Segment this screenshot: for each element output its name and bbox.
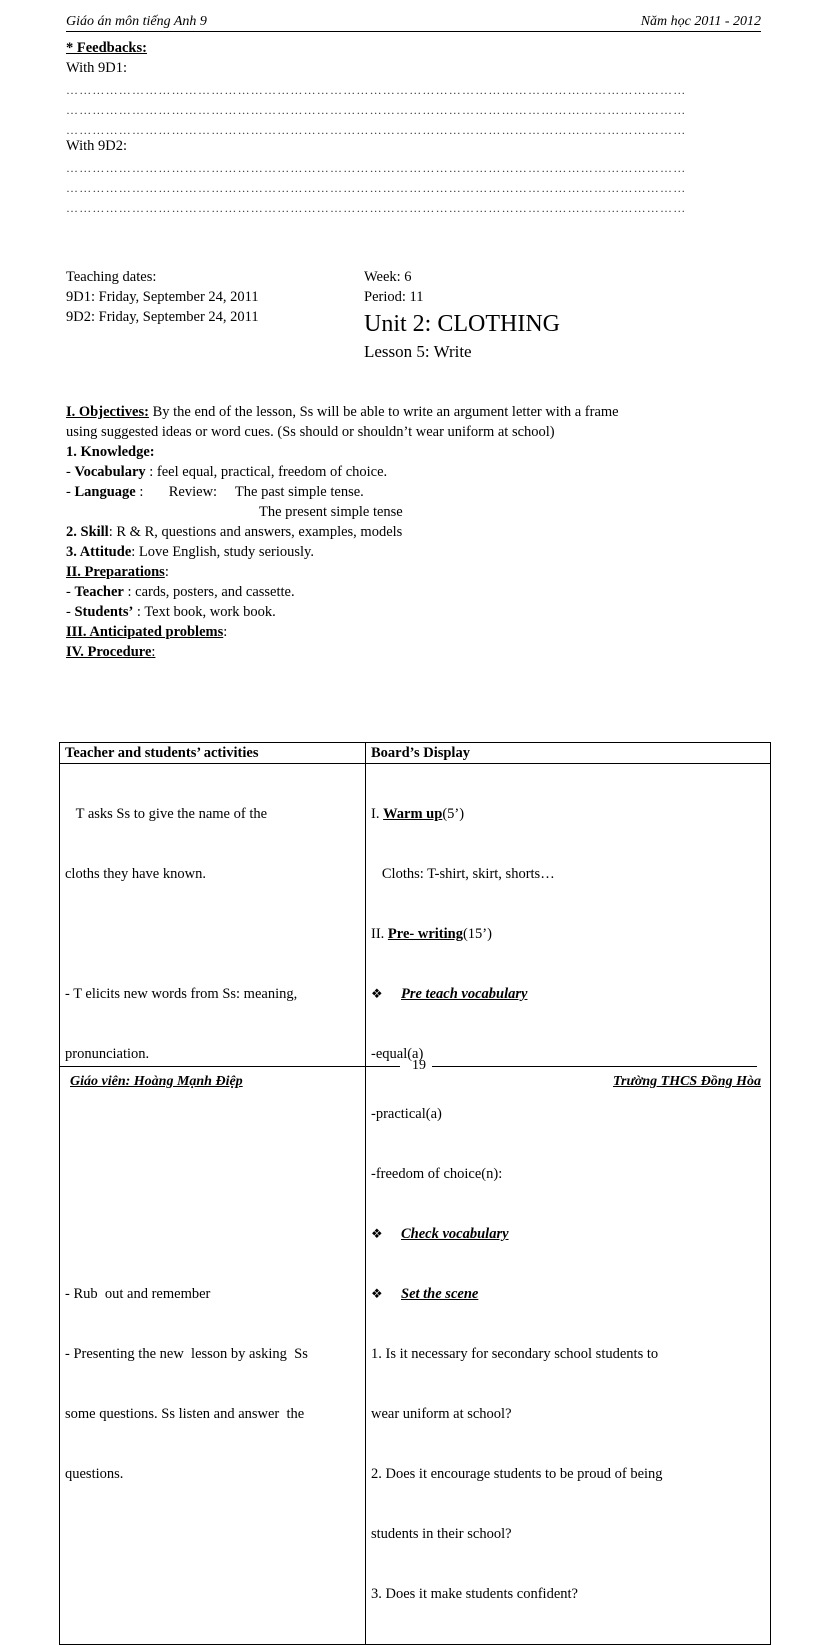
vocabulary-line: - Vocabulary : feel equal, practical, freedom of choice. (66, 464, 388, 480)
activity-line: - Rub out and remember (65, 1286, 211, 1302)
activity-line: - T elicits new words from Ss: meaning, (65, 986, 298, 1002)
question-line: 2. Does it encourage students to be proud of being (371, 1466, 663, 1482)
activities-cell (60, 764, 366, 1645)
objectives-line-1 (66, 402, 619, 422)
col-header-board: Board’s Display (366, 743, 771, 764)
activity-line (65, 924, 361, 944)
preparations-line: II. Preparations: (66, 564, 169, 580)
warm-up-line: I. Warm up(5’) (371, 806, 465, 822)
activity-line (65, 1164, 361, 1184)
language-text-2: The present simple tense (259, 504, 403, 520)
activity-line: questions. (65, 1466, 124, 1482)
objectives-text-1: By the end of the lesson, Ss will be able to write an argument letter with a frame (148, 404, 619, 420)
activity-line: cloths they have known. (65, 866, 206, 882)
students-text: : Text book, work book. (133, 604, 276, 620)
skill-label: 2. Skill (66, 524, 109, 540)
set-scene-label: Set the scene (401, 1286, 479, 1302)
vocabulary-text: : feel equal, practical, freedom of choice. (145, 464, 388, 480)
teacher-prep-line: - Teacher : cards, posters, and cassette. (66, 584, 295, 600)
anticipated-heading: III. Anticipated problems (66, 624, 224, 640)
col-header-activities: Teacher and students’ activities (60, 743, 366, 764)
activity-line (65, 1224, 361, 1244)
dotted-line: …………………………………………………………………………………………………………………………… (66, 201, 687, 215)
pre-writing-line: II. Pre- writing(15’) (371, 926, 492, 942)
footer-rule-left (59, 1066, 400, 1067)
teaching-dates-label: Teaching dates: (66, 269, 157, 285)
lesson-title: Lesson 5: Write (364, 342, 472, 361)
procedure-heading: IV. Procedure (66, 644, 152, 660)
question-line: students in their school? (371, 1526, 512, 1542)
table-header-row (60, 743, 771, 764)
footer-teacher: Giáo viên: Hoàng Mạnh Điệp (70, 1074, 243, 1089)
question-line: wear uniform at school? (371, 1406, 512, 1422)
footer-rule-right (432, 1066, 757, 1067)
language-line: - Language : Review: The past simple tense. (66, 484, 364, 500)
skill-text: : R & R, questions and answers, examples, models (108, 524, 403, 540)
attitude-text: : Love English, study seriously. (131, 544, 314, 560)
dotted-line: …………………………………………………………………………………………………………………………… (66, 83, 687, 97)
activity-line (65, 1104, 361, 1124)
period: Period: 11 (364, 289, 424, 305)
diamond-bullet-icon: ❖ (371, 1226, 383, 1241)
students-prep-line: - Students’ : Text book, work book. (66, 604, 276, 620)
teacher-label: Teacher (74, 584, 124, 600)
anticipated-line: III. Anticipated problems: (66, 624, 228, 640)
activity-line: some questions. Ss listen and answer the (65, 1406, 305, 1422)
activity-line: pronunciation. (65, 1046, 150, 1062)
diamond-bullet-icon: ❖ (371, 986, 383, 1001)
dotted-line: …………………………………………………………………………………………………………………………… (66, 123, 687, 137)
attitude-line (66, 542, 314, 562)
dotted-line: …………………………………………………………………………………………………………………………… (66, 103, 687, 117)
students-label: Students’ (74, 604, 134, 620)
table-row (60, 764, 771, 1645)
teacher-text: : cards, posters, and cassette. (123, 584, 295, 600)
objectives-heading: I. Objectives: (66, 404, 149, 420)
activity-line: - Presenting the new lesson by asking Ss (65, 1346, 308, 1362)
feedback-class-9d1: With 9D1: (66, 60, 128, 76)
vocabulary-label: Vocabulary (74, 464, 146, 480)
footer-school: Trường THCS Đồng Hòa (612, 1074, 761, 1089)
pre-teach-label: Pre teach vocabulary (401, 986, 528, 1002)
feedback-class-9d2: With 9D2: (66, 138, 128, 154)
procedure-line: IV. Procedure: (66, 644, 156, 660)
objectives-text-2: using suggested ideas or word cues. (Ss should or shouldn’t wear uniform at school) (66, 424, 555, 440)
language-label: Language (74, 484, 136, 500)
header-rule (66, 31, 761, 32)
dotted-line: …………………………………………………………………………………………………………………………… (66, 161, 687, 175)
question-line: 1. Is it necessary for secondary school students to (371, 1346, 659, 1362)
attitude-label: 3. Attitude (66, 544, 132, 560)
activity-table (59, 742, 771, 1645)
diamond-bullet-icon: ❖ (371, 1286, 383, 1301)
feedbacks-title: * Feedbacks: (66, 40, 147, 56)
knowledge-heading: 1. Knowledge: (66, 444, 155, 460)
header-left: Giáo án môn tiếng Anh 9 (66, 14, 207, 29)
cloths-line: Cloths: T-shirt, skirt, shorts… (371, 866, 555, 882)
pre-writing-label: Pre- writing (387, 926, 463, 942)
warm-up-label: Warm up (383, 806, 443, 822)
week: Week: 6 (364, 269, 412, 285)
preparations-heading: II. Preparations (66, 564, 165, 580)
unit-title: Unit 2: CLOTHING (364, 311, 560, 337)
teaching-date-9d1: 9D1: Friday, September 24, 2011 (66, 289, 259, 305)
board-cell (366, 764, 771, 1645)
dotted-line: …………………………………………………………………………………………………………………………… (66, 181, 687, 195)
teaching-date-9d2: 9D2: Friday, September 24, 2011 (66, 309, 259, 325)
vocab-item: -equal(a) (371, 1046, 424, 1062)
check-vocab-line (371, 1224, 766, 1244)
set-scene-line (371, 1284, 766, 1304)
pre-teach-line (371, 984, 766, 1004)
vocab-item: -freedom of choice(n): (371, 1166, 503, 1182)
activity-line: T asks Ss to give the name of the (65, 806, 268, 822)
skill-line (66, 522, 402, 542)
vocab-item: -practical(a) (371, 1106, 442, 1122)
question-line: 3. Does it make students confident? (371, 1586, 578, 1602)
language-text: : Review: The past simple tense. (135, 484, 364, 500)
page-number: 19 (412, 1058, 426, 1073)
check-vocab-label: Check vocabulary (401, 1226, 509, 1242)
header-right: Năm học 2011 - 2012 (640, 14, 761, 29)
